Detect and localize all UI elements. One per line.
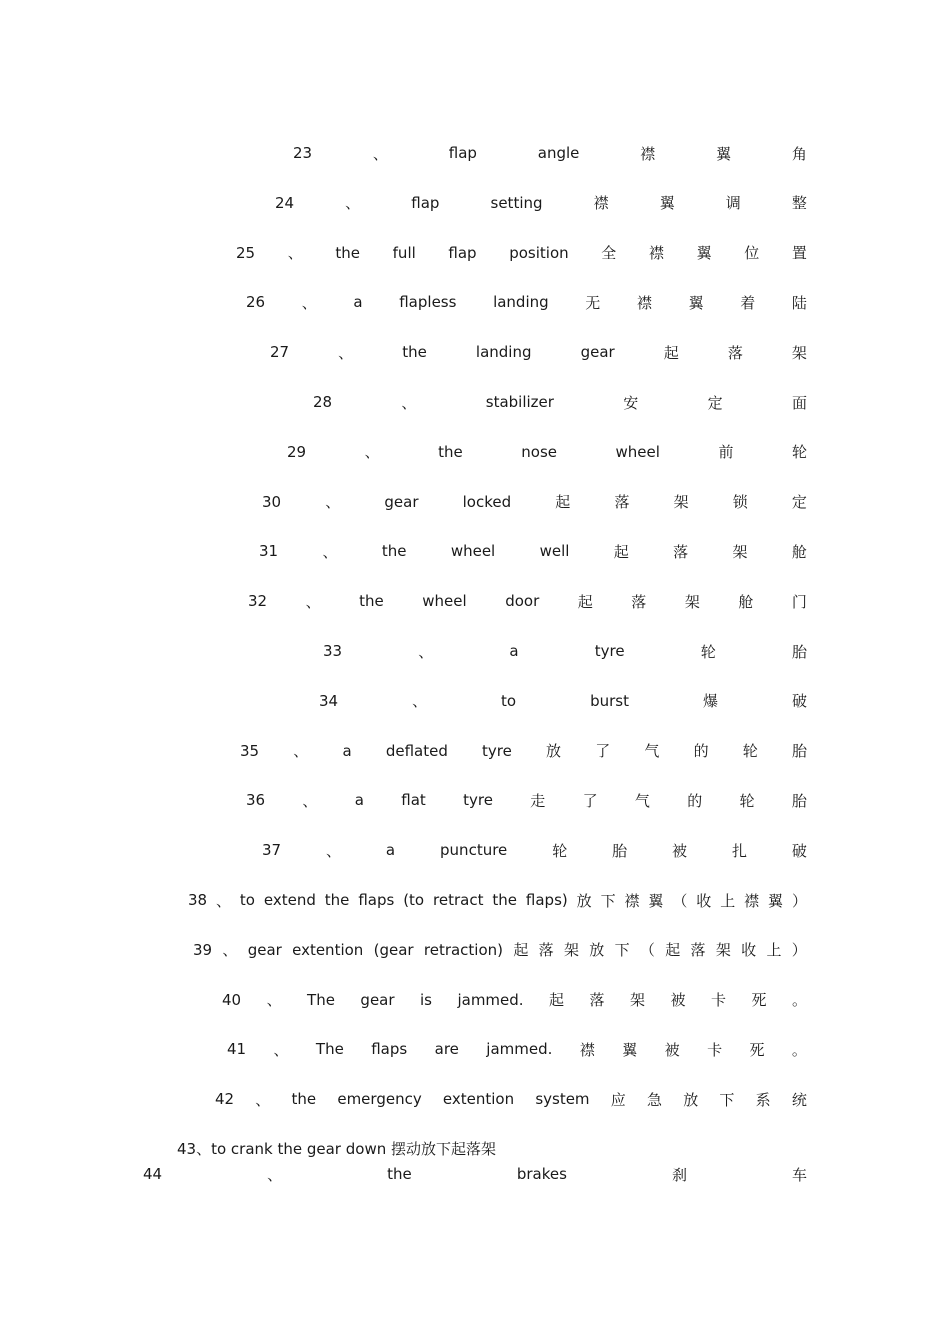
vocab-token: 扎 bbox=[731, 841, 747, 860]
vocab-line-38 bbox=[188, 888, 807, 912]
vocab-token: 爆 bbox=[702, 692, 718, 711]
vocab-token: 收 bbox=[741, 941, 757, 960]
vocab-token: 定 bbox=[791, 493, 807, 512]
vocab-token: 胎 bbox=[791, 642, 807, 661]
vocab-token: 、 bbox=[372, 144, 388, 163]
vocab-token: jammed. bbox=[486, 1040, 553, 1059]
vocab-token: 架 bbox=[630, 991, 646, 1010]
vocab-token: are bbox=[434, 1040, 459, 1059]
vocab-token: 前 bbox=[718, 443, 734, 462]
vocab-token: full bbox=[392, 243, 416, 262]
vocab-token: 襟 bbox=[640, 144, 656, 163]
vocab-token: （ bbox=[672, 891, 688, 910]
vocab-token: gear bbox=[580, 343, 615, 362]
vocab-token: 架 bbox=[563, 941, 579, 960]
vocab-token: 架 bbox=[673, 493, 689, 512]
vocab-token: (gear bbox=[373, 940, 414, 959]
vocab-token: 卡 bbox=[710, 991, 726, 1010]
vocab-line-31 bbox=[259, 539, 807, 563]
vocab-token: 31 bbox=[259, 542, 279, 561]
vocab-token: 架 bbox=[715, 941, 731, 960]
vocab-token: 放 bbox=[576, 891, 592, 910]
vocab-token: 落 bbox=[614, 493, 630, 512]
vocab-token: emergency bbox=[337, 1090, 422, 1109]
vocab-token: 的 bbox=[687, 791, 703, 810]
vocab-line-25 bbox=[236, 241, 807, 265]
vocab-line-36 bbox=[246, 788, 807, 812]
vocab-token: wheel bbox=[422, 592, 467, 611]
vocab-token: 、 bbox=[255, 1090, 271, 1109]
vocab-token: 、 bbox=[287, 244, 303, 263]
vocab-token: 起 bbox=[613, 542, 629, 561]
vocab-token: retract bbox=[433, 891, 484, 909]
vocab-token: 、 bbox=[412, 692, 428, 711]
vocab-token: 35 bbox=[240, 741, 260, 760]
vocab-token: jammed. bbox=[457, 990, 524, 1009]
vocab-token: 的 bbox=[693, 742, 709, 761]
vocab-token: flaps bbox=[371, 1040, 408, 1059]
vocab-token: 架 bbox=[732, 542, 748, 561]
vocab-token: 面 bbox=[791, 393, 807, 412]
vocab-token: （ bbox=[639, 941, 655, 960]
vocab-token: 放 bbox=[546, 742, 562, 761]
vocab-token: 落 bbox=[727, 343, 743, 362]
vocab-token: (to bbox=[403, 891, 425, 909]
vocab-token: 襟 bbox=[744, 891, 760, 910]
vocab-line-26 bbox=[246, 290, 807, 314]
vocab-token: 44 bbox=[143, 1165, 163, 1183]
vocab-token: 轮 bbox=[742, 742, 758, 761]
vocab-token: 翼 bbox=[622, 1040, 638, 1059]
vocab-token: is bbox=[420, 990, 432, 1009]
vocab-token: wheel bbox=[615, 442, 660, 461]
vocab-token: the bbox=[402, 343, 427, 362]
vocab-token: 、 bbox=[326, 841, 342, 860]
vocab-token: 放 bbox=[589, 941, 605, 960]
vocab-token: the bbox=[359, 592, 384, 611]
vocab-token: gear bbox=[360, 990, 395, 1009]
vocab-token: The bbox=[307, 990, 335, 1009]
vocab-token: 安 bbox=[623, 393, 639, 412]
vocab-token: a bbox=[353, 293, 363, 312]
vocab-token: 刹 bbox=[671, 1165, 687, 1184]
vocab-token: 、 bbox=[418, 642, 434, 661]
vocab-token: the bbox=[387, 1165, 412, 1183]
vocab-token: 41 bbox=[227, 1040, 247, 1059]
vocab-token: 33 bbox=[323, 642, 343, 660]
vocab-line-39 bbox=[193, 938, 807, 962]
vocab-token: 死 bbox=[751, 991, 767, 1010]
vocab-token: 走 bbox=[530, 791, 546, 810]
vocab-token: extend bbox=[263, 891, 316, 909]
vocab-line-32 bbox=[248, 589, 807, 613]
vocab-token: 架 bbox=[684, 592, 700, 611]
vocab-token: flat bbox=[401, 791, 426, 810]
vocab-token: 襟 bbox=[579, 1040, 595, 1059]
vocab-token: 、 bbox=[322, 542, 338, 561]
vocab-token: 放 bbox=[683, 1090, 699, 1109]
vocab-token: a bbox=[354, 791, 364, 810]
vocab-token: 、 bbox=[216, 891, 232, 910]
vocab-token: 收 bbox=[696, 891, 712, 910]
vocab-token: 39 bbox=[193, 940, 213, 959]
vocab-token: 轮 bbox=[552, 841, 568, 860]
vocab-token: 。 bbox=[791, 991, 807, 1010]
vocab-token: 30 bbox=[262, 492, 282, 511]
vocab-token: 被 bbox=[670, 991, 686, 1010]
vocab-token: 、 bbox=[305, 592, 321, 611]
vocab-token: a bbox=[509, 642, 519, 660]
vocab-token: 翼 bbox=[688, 293, 704, 312]
vocab-token: to bbox=[501, 691, 517, 710]
vocab-token: burst bbox=[590, 691, 629, 710]
vocab-token: 落 bbox=[538, 941, 554, 960]
vocab-token: 32 bbox=[248, 592, 268, 611]
vocab-token: 起 bbox=[555, 493, 571, 512]
vocab-token: 。 bbox=[791, 1040, 807, 1059]
vocab-token: 被 bbox=[672, 841, 688, 860]
vocab-token: 、 bbox=[401, 393, 417, 412]
vocab-token: flaps) bbox=[525, 891, 568, 909]
vocab-token: 胎 bbox=[791, 742, 807, 761]
vocab-token: 气 bbox=[634, 791, 650, 810]
vocab-token: 气 bbox=[644, 742, 660, 761]
vocab-token: 系 bbox=[755, 1090, 771, 1109]
vocab-token: 卡 bbox=[707, 1040, 723, 1059]
vocab-token: 起 bbox=[663, 343, 679, 362]
vocab-token: 、 bbox=[266, 991, 282, 1010]
vocab-token: 统 bbox=[791, 1090, 807, 1109]
vocab-token: 襟 bbox=[624, 891, 640, 910]
vocab-token: 36 bbox=[246, 791, 266, 810]
vocab-token: 着 bbox=[740, 293, 756, 312]
vocab-token: door bbox=[505, 592, 540, 611]
vocab-token: ） bbox=[791, 941, 807, 960]
vocab-token: a bbox=[385, 841, 396, 860]
vocab-token: puncture bbox=[440, 841, 508, 860]
vocab-token: tyre bbox=[594, 642, 625, 660]
vocab-token: 架 bbox=[791, 343, 807, 362]
vocab-token: 舱 bbox=[791, 542, 807, 561]
vocab-token: angle bbox=[537, 144, 580, 162]
vocab-token: 38 bbox=[188, 891, 208, 909]
vocab-token: flaps bbox=[358, 891, 395, 909]
vocab-token: the bbox=[438, 442, 463, 461]
vocab-line-24 bbox=[275, 191, 807, 215]
vocab-token: 起 bbox=[665, 941, 681, 960]
vocab-token: landing bbox=[475, 343, 532, 362]
vocab-token: deflated bbox=[385, 741, 448, 760]
vocab-token: landing bbox=[493, 293, 549, 312]
vocab-token: 门 bbox=[791, 592, 807, 611]
vocab-token: 襟 bbox=[593, 194, 609, 213]
vocab-token: 29 bbox=[287, 442, 307, 461]
vocab-token: 、 bbox=[222, 941, 238, 960]
vocab-token: position bbox=[509, 243, 569, 262]
vocab-token: 37 bbox=[262, 841, 282, 860]
vocab-token: 襟 bbox=[648, 244, 664, 263]
vocab-token: a bbox=[342, 741, 352, 760]
vocab-token: 、 bbox=[301, 293, 317, 312]
vocab-token: 23 bbox=[293, 144, 313, 162]
vocab-token: extention bbox=[442, 1090, 515, 1109]
vocab-token: 翼 bbox=[716, 144, 732, 163]
vocab-token: 落 bbox=[589, 991, 605, 1010]
vocab-token: 落 bbox=[673, 542, 689, 561]
vocab-token: the bbox=[324, 891, 350, 909]
vocab-line-42 bbox=[215, 1087, 807, 1111]
vocab-token: flapless bbox=[399, 293, 457, 312]
vocab-token: 轮 bbox=[739, 791, 755, 810]
vocab-line-37 bbox=[262, 838, 807, 862]
vocab-token: 24 bbox=[275, 193, 295, 212]
vocab-token: tyre bbox=[463, 791, 493, 810]
vocab-token: 25 bbox=[236, 243, 256, 262]
vocab-line-41 bbox=[227, 1037, 807, 1061]
vocab-token: 28 bbox=[313, 393, 333, 411]
vocab-token: 、 bbox=[273, 1040, 289, 1059]
vocab-token: 襟 bbox=[636, 293, 652, 312]
vocab-line-35 bbox=[240, 739, 807, 763]
vocab-token: 上 bbox=[766, 941, 782, 960]
vocab-token: 调 bbox=[725, 194, 741, 213]
vocab-token: 翼 bbox=[648, 891, 664, 910]
vocab-token: to bbox=[239, 891, 255, 909]
vocab-token: 锁 bbox=[732, 493, 748, 512]
vocab-token: ） bbox=[791, 891, 807, 910]
vocab-token: the bbox=[381, 542, 407, 561]
vocab-token: flap bbox=[411, 193, 440, 212]
vocab-token: 死 bbox=[749, 1040, 765, 1059]
vocab-token: well bbox=[539, 542, 570, 561]
vocab-token: 被 bbox=[664, 1040, 680, 1059]
vocab-token: The bbox=[315, 1040, 344, 1059]
vocab-token: 42 bbox=[215, 1090, 235, 1109]
vocab-token: 下 bbox=[600, 891, 616, 910]
vocab-line-29 bbox=[287, 440, 807, 464]
vocab-token: flap bbox=[448, 144, 477, 162]
vocab-token: 车 bbox=[791, 1165, 807, 1184]
vocab-token: 翼 bbox=[696, 244, 712, 263]
vocab-line-43: 43、to crank the gear down 摆动放下起落架 bbox=[177, 1140, 496, 1158]
vocab-token: nose bbox=[521, 442, 558, 461]
vocab-line-34 bbox=[319, 689, 807, 713]
vocab-token: 、 bbox=[267, 1165, 283, 1184]
vocab-token: 位 bbox=[744, 244, 760, 263]
vocab-token: 起 bbox=[549, 991, 565, 1010]
vocab-token: 胎 bbox=[612, 841, 628, 860]
vocab-token: gear bbox=[247, 940, 282, 959]
vocab-line-28 bbox=[313, 390, 807, 414]
vocab-token: 下 bbox=[614, 941, 630, 960]
vocab-token: 轮 bbox=[791, 443, 807, 462]
vocab-token: 了 bbox=[582, 791, 598, 810]
vocab-token: 应 bbox=[610, 1090, 626, 1109]
vocab-line-27 bbox=[270, 340, 807, 364]
vocab-token: 角 bbox=[791, 144, 807, 163]
vocab-token: 27 bbox=[270, 343, 290, 362]
vocab-token: wheel bbox=[450, 542, 496, 561]
vocab-token: 起 bbox=[577, 592, 593, 611]
vocab-token: flap bbox=[448, 243, 477, 262]
vocab-token: 落 bbox=[631, 592, 647, 611]
vocab-token: the bbox=[291, 1090, 317, 1109]
vocab-line-40 bbox=[222, 988, 807, 1012]
vocab-token: 置 bbox=[791, 244, 807, 263]
vocab-token: locked bbox=[462, 492, 512, 511]
vocab-token: 全 bbox=[601, 244, 617, 263]
vocab-token: brakes bbox=[516, 1165, 567, 1183]
vocab-token: 34 bbox=[319, 691, 339, 710]
vocab-line-33 bbox=[323, 639, 807, 663]
vocab-token: setting bbox=[490, 193, 543, 212]
vocab-token: stabilizer bbox=[485, 393, 554, 411]
vocab-token: 40 bbox=[222, 990, 242, 1009]
vocab-token: 上 bbox=[720, 891, 736, 910]
vocab-token: 、 bbox=[364, 443, 380, 462]
vocab-token: 、 bbox=[325, 493, 341, 512]
vocab-token: 、 bbox=[302, 791, 318, 810]
vocab-token: 破 bbox=[791, 841, 807, 860]
vocab-token: 定 bbox=[707, 393, 723, 412]
vocab-token: 落 bbox=[690, 941, 706, 960]
vocab-token: 舱 bbox=[738, 592, 754, 611]
vocab-token: extention bbox=[292, 940, 364, 959]
vocab-token: system bbox=[535, 1090, 590, 1109]
vocab-token: 胎 bbox=[791, 791, 807, 810]
vocab-line-44 bbox=[143, 1162, 807, 1186]
vocab-token: 起 bbox=[513, 941, 529, 960]
vocab-token: 破 bbox=[791, 692, 807, 711]
vocab-token: 了 bbox=[595, 742, 611, 761]
vocab-token: 陆 bbox=[791, 293, 807, 312]
vocab-token: 下 bbox=[719, 1090, 735, 1109]
vocab-token: the bbox=[335, 243, 361, 262]
vocab-token: the bbox=[492, 891, 517, 909]
vocab-token: gear bbox=[384, 492, 419, 511]
vocab-token: 无 bbox=[585, 293, 601, 312]
vocab-token: 整 bbox=[791, 194, 807, 213]
vocab-token: 急 bbox=[646, 1090, 662, 1109]
vocab-token: 轮 bbox=[700, 642, 716, 661]
vocab-token: 翼 bbox=[659, 194, 675, 213]
vocab-line-30 bbox=[262, 490, 807, 514]
vocab-token: 、 bbox=[345, 194, 361, 213]
vocab-line-23 bbox=[293, 141, 807, 165]
vocab-token: tyre bbox=[482, 741, 512, 760]
vocab-token: 、 bbox=[338, 343, 354, 362]
vocab-token: 翼 bbox=[768, 891, 784, 910]
vocab-token: retraction) bbox=[423, 940, 504, 959]
vocab-token: 、 bbox=[293, 742, 309, 761]
vocab-token: 26 bbox=[246, 293, 266, 312]
